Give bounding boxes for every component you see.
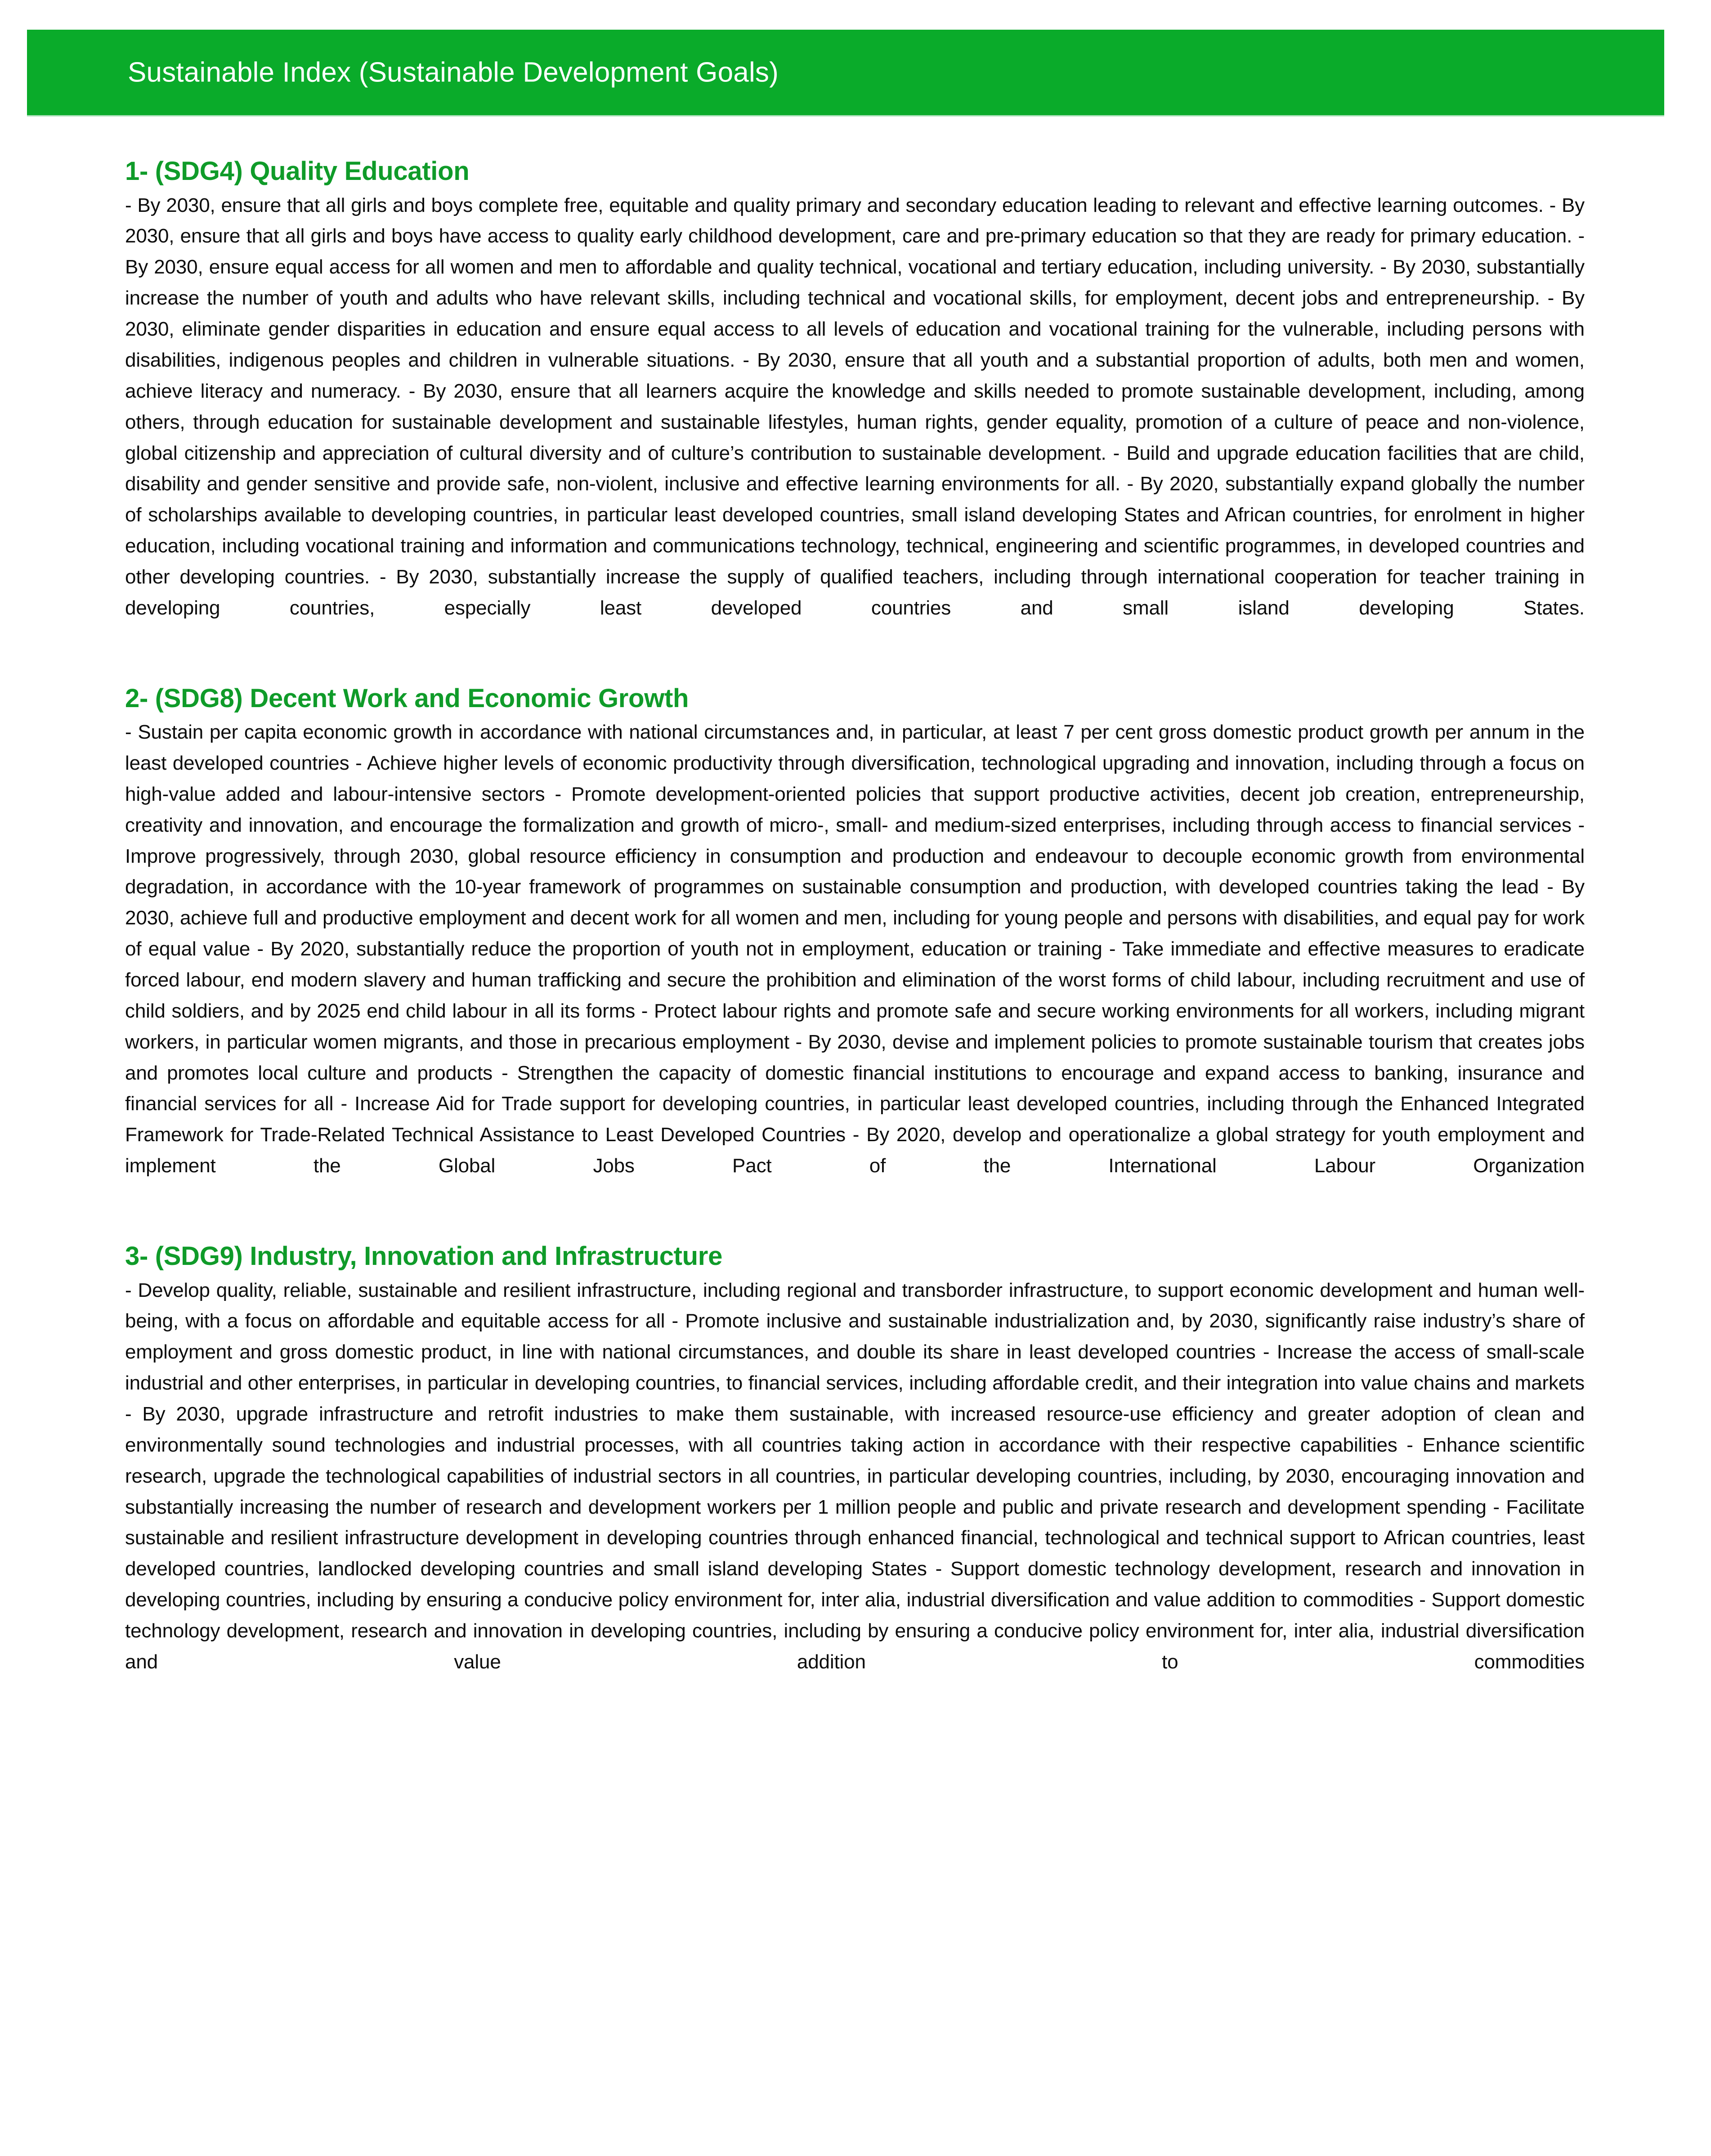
page-title: Sustainable Index (Sustainable Development Goals) <box>128 57 779 88</box>
section-sdg4 <box>125 157 1585 655</box>
section-body-sdg9: - Develop quality, reliable, sustainable and resilient infrastructure, including regional and transborder infrastructure, to support economic development and human well-being, with a focus on affordable and equitable access for all - Promote inclusive and sustainable industrialization and, by 2030, significantly raise industry’s share of employment and gross domestic product, in line with national circumstances, and double its share in least developed countries - Increase the access of small-scale industrial and other enterprises, in particular in developing countries, to financial services, including affordable credit, and their integration into value chains and markets - By 2030, upgrade infrastructure and retrofit industries to make them sustainable, with increased resource-use efficiency and greater adoption of clean and environmentally sound technologies and industrial processes, with all countries taking action in accordance with their respective capabilities - Enhance scientific research, upgrade the technological capabilities of industrial sectors in all countries, in particular developing countries, including, by 2030, encouraging innovation and substantially increasing the number of research and development workers per 1 million people and public and private research and development spending - Facilitate sustainable and resilient infrastructure development in developing countries through enhanced financial, technological and technical support to African countries, least developed countries, landlocked developing countries and small island developing States - Support domestic technology development, research and innovation in developing countries, including by ensuring a conducive policy environment for, inter alia, industrial diversification and value addition to commodities - Support domestic technology development, research and innovation in developing countries, including by ensuring a conducive policy environment for, inter alia, industrial diversification and value addition to commodities <box>125 1279 1585 1673</box>
section-body-sdg8: - Sustain per capita economic growth in accordance with national circumstances and, in particular, at least 7 per cent gross domestic product growth per annum in the least developed countries - Achieve higher levels of economic productivity through diversification, technological upgrading and innovation, including through a focus on high-value added and labour-intensive sectors - Promote development-oriented policies that support productive activities, decent job creation, entrepreneurship, creativity and innovation, and encourage the formalization and growth of micro-, small- and medium-sized enterprises, including through access to financial services - Improve progressively, through 2030, global resource efficiency in consumption and production and endeavour to decouple economic growth from environmental degradation, in accordance with the 10-year framework of programmes on sustainable consumption and production, with developed countries taking the lead - By 2030, achieve full and productive employment and decent work for all women and men, including for young people and persons with disabilities, and equal pay for work of equal value - By 2020, substantially reduce the proportion of youth not in employment, education or training - Take immediate and effective measures to eradicate forced labour, end modern slavery and human trafficking and secure the prohibition and elimination of the worst forms of child labour, including recruitment and use of child soldiers, and by 2025 end child labour in all its forms - Protect labour rights and promote safe and secure working environments for all workers, including migrant workers, in particular women migrants, and those in precarious employment - By 2030, devise and implement policies to promote sustainable tourism that creates jobs and promotes local culture and products - Strengthen the capacity of domestic financial institutions to encourage and expand access to banking, insurance and financial services for all - Increase Aid for Trade support for developing countries, in particular least developed countries, including through the Enhanced Integrated Framework for Trade-Related Technical Assistance to Least Developed Countries - By 2020, develop and operationalize a global strategy for youth employment and implement the Global Jobs Pact of the International Labour Organization <box>125 721 1585 1177</box>
document-content <box>125 157 1585 1709</box>
section-heading-sdg9: 3- (SDG9) Industry, Innovation and Infrastructure <box>125 1241 723 1271</box>
section-sdg9 <box>125 1242 1585 1709</box>
section-heading-sdg4: 1- (SDG4) Quality Education <box>125 157 470 186</box>
section-sdg8 <box>125 685 1585 1213</box>
page-header-banner <box>27 30 1664 115</box>
section-body-sdg4: - By 2030, ensure that all girls and boys complete free, equitable and quality primary and secondary education leading to relevant and effective learning outcomes. - By 2030, ensure that all girls and boys have access to quality early childhood development, care and pre-primary education so that they are ready for primary education. - By 2030, ensure equal access for all women and men to affordable and quality technical, vocational and tertiary education, including university. - By 2030, substantially increase the number of youth and adults who have relevant skills, including technical and vocational skills, for employment, decent jobs and entrepreneurship. - By 2030, eliminate gender disparities in education and ensure equal access to all levels of education and vocational training for the vulnerable, including persons with disabilities, indigenous peoples and children in vulnerable situations. - By 2030, ensure that all youth and a substantial proportion of adults, both men and women, achieve literacy and numeracy. - By 2030, ensure that all learners acquire the knowledge and skills needed to promote sustainable development, including, among others, through education for sustainable development and sustainable lifestyles, human rights, gender equality, promotion of a culture of peace and non-violence, global citizenship and appreciation of cultural diversity and of culture’s contribution to sustainable development. - Build and upgrade education facilities that are child, disability and gender sensitive and provide safe, non-violent, inclusive and effective learning environments for all. - By 2020, substantially expand globally the number of scholarships available to developing countries, in particular least developed countries, small island developing States and African countries, for enrolment in higher education, including vocational training and information and communications technology, technical, engineering and scientific programmes, in developed countries and other developing countries. - By 2030, substantially increase the supply of qualified teachers, including through international cooperation for teacher training in developing countries, especially least developed countries and small island developing States. <box>125 194 1585 619</box>
section-heading-sdg8: 2- (SDG8) Decent Work and Economic Growth <box>125 683 689 713</box>
